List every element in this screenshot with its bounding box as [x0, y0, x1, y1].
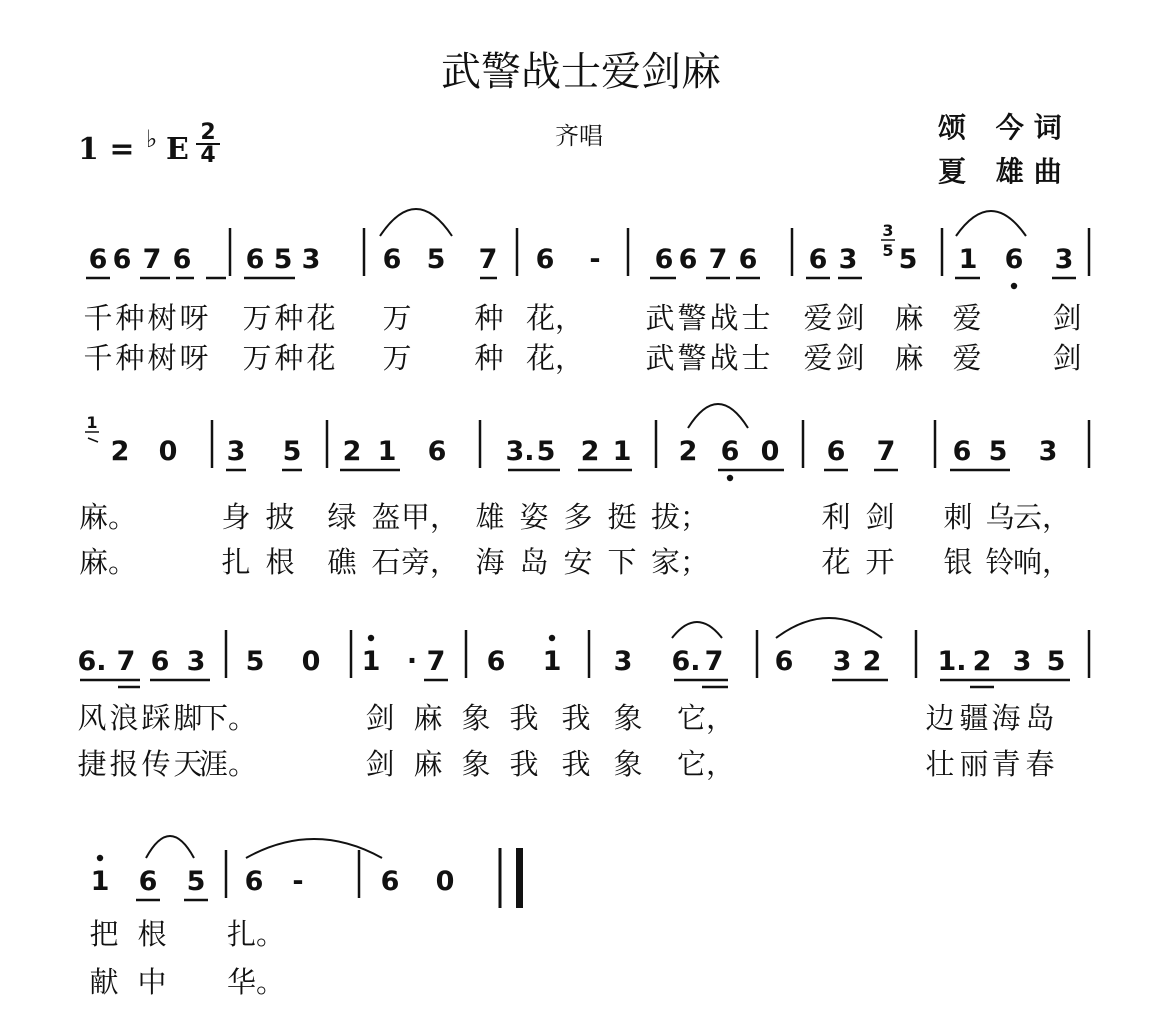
lyric-verse-1: 麻 [413, 701, 443, 735]
lyric-verse-2: 它， [676, 747, 736, 781]
grace-note-top: 3 [882, 221, 894, 240]
note: 2 [110, 436, 130, 467]
note: 6 [380, 866, 400, 897]
lyric-verse-1: 呀 [179, 301, 209, 335]
lyric-verse-2: 万 [242, 341, 272, 375]
lyric-verse-2: 扎 [221, 545, 251, 579]
lyric-verse-1: 麻 [894, 301, 924, 335]
lyric-verse-2: 万 [382, 341, 412, 375]
note: 3 [1038, 436, 1058, 467]
key-letter: E [166, 132, 189, 167]
lyric-verse-2: 铃 [985, 545, 1015, 579]
lyric-verse-2: 剑 [835, 341, 865, 375]
note: 6 [138, 866, 158, 897]
lyric-verse-2: 安 [563, 545, 593, 579]
lyric-verse-1: 花 [306, 301, 336, 335]
lyric-verse-2: 警 [677, 341, 707, 375]
note: 5 [245, 646, 265, 677]
note: 2 [580, 436, 600, 467]
lyric-verse-1: 象 [461, 701, 491, 735]
lyric-verse-1: 云， [1012, 500, 1072, 534]
note: - [589, 244, 601, 275]
lyric-verse-2: 报 [109, 747, 139, 781]
lyric-verse-2: 壮 [925, 747, 955, 781]
lyric-verse-1: 树 [147, 301, 177, 335]
lyric-verse-1: 剑 [365, 701, 395, 735]
lyric-verse-1: 爱 [803, 301, 833, 335]
low-octave-dot [727, 475, 733, 481]
lyric-verse-1: 千 [83, 301, 113, 335]
note: 7 [704, 646, 724, 677]
note: 1 [90, 866, 110, 897]
lyric-verse-1: 武 [645, 301, 675, 335]
lyric-verse-2: 传 [141, 747, 171, 781]
slur [688, 404, 748, 428]
note: 6 [486, 646, 506, 677]
lyric-verse-1: 万 [382, 301, 412, 335]
lyric-verse-1: 剑 [865, 500, 895, 534]
high-octave-dot [549, 635, 555, 641]
lyric-verse-1: 多 [563, 500, 593, 534]
lyric-verse-1: 花， [525, 301, 585, 335]
note: 6 [112, 244, 132, 275]
lyric-verse-1: 剑 [1052, 301, 1082, 335]
note: 1 [542, 646, 562, 677]
lyric-verse-2: 树 [147, 341, 177, 375]
note: 1 [612, 436, 632, 467]
lyric-verse-1: 风 [77, 701, 107, 735]
note: 6. [77, 646, 107, 677]
note: 5 [1046, 646, 1066, 677]
note: 0 [301, 646, 321, 677]
lyric-verse-2: 花， [525, 341, 585, 375]
lyric-verse-2: 麻 [894, 341, 924, 375]
lyric-verse-2: 麻 [413, 747, 443, 781]
note: 5 [898, 244, 918, 275]
flat-symbol: ♭ [146, 124, 158, 153]
lyric-verse-1: 甲， [400, 500, 460, 534]
lyric-verse-1: 根 [137, 917, 167, 951]
lyric-verse-1: 绿 [327, 500, 357, 534]
lyric-verse-2: 我 [509, 747, 539, 781]
time-numerator: 2 [200, 120, 216, 145]
song-title: 武警战士爱剑麻 [441, 49, 721, 95]
lyric-verse-2: 爱 [952, 341, 982, 375]
lyric-verse-1: 下。 [198, 701, 258, 735]
lyric-verse-2: 旁， [400, 545, 460, 579]
note: 6 [535, 244, 555, 275]
note: 6 [244, 866, 264, 897]
note: 7 [142, 244, 162, 275]
note: · [406, 646, 418, 677]
lyric-verse-2: 种 [274, 341, 304, 375]
lyric-verse-2: 剑 [365, 747, 395, 781]
slur [146, 836, 194, 858]
lyric-verse-1: 我 [561, 701, 591, 735]
note: 6 [952, 436, 972, 467]
lyric-verse-1: 利 [821, 500, 851, 534]
lyric-verse-2: 花 [821, 545, 851, 579]
note: 6 [172, 244, 192, 275]
lyric-verse-2: 麻。 [78, 545, 138, 579]
lyric-verse-2: 银 [943, 545, 973, 579]
lyric-verse-1: 我 [509, 701, 539, 735]
final-barline-thick [516, 848, 523, 908]
lyric-verse-2: 捷 [77, 747, 107, 781]
note: 2 [972, 646, 992, 677]
note: 6 [1004, 244, 1024, 275]
lyric-verse-1: 把 [89, 917, 119, 951]
lyric-verse-2: 石 [371, 545, 401, 579]
lyric-verse-2: 华。 [226, 965, 286, 999]
lyric-verse-2: 响， [1012, 545, 1072, 579]
slur [776, 618, 882, 638]
lyric-verse-1: 边 [925, 701, 955, 735]
lyric-verse-1: 海 [991, 701, 1021, 735]
note: 7 [708, 244, 728, 275]
lyric-verse-1: 披 [265, 500, 295, 534]
lyric-verse-1: 种 [474, 301, 504, 335]
note: 5 [426, 244, 446, 275]
note: 7 [426, 646, 446, 677]
grace-note-bottom: 5 [882, 241, 894, 260]
note: 7 [478, 244, 498, 275]
performance-style: 齐唱 [555, 122, 603, 150]
note: 1 [958, 244, 978, 275]
lyric-verse-2: 剑 [1052, 341, 1082, 375]
lyric-verse-2: 丽 [959, 747, 989, 781]
note: 0 [760, 436, 780, 467]
lyric-verse-1: 刺 [943, 500, 973, 534]
lyric-verse-1: 脚 [173, 701, 203, 735]
high-octave-dot [97, 855, 103, 861]
note: 1 [377, 436, 397, 467]
lyric-verse-1: 雄 [475, 500, 505, 534]
note: 5 [186, 866, 206, 897]
note: 3 [301, 244, 321, 275]
note: 5 [273, 244, 293, 275]
lyric-verse-2: 象 [461, 747, 491, 781]
lyric-verse-2: 千 [83, 341, 113, 375]
lyric-verse-1: 麻。 [78, 500, 138, 534]
slur [956, 211, 1026, 236]
note: 3 [613, 646, 633, 677]
note: 6 [808, 244, 828, 275]
note: 0 [435, 866, 455, 897]
lyric-verse-2: 士 [741, 341, 771, 375]
lyric-verse-1: 战 [709, 301, 739, 335]
note: 3 [832, 646, 852, 677]
note: 3 [838, 244, 858, 275]
note: 5 [282, 436, 302, 467]
lyric-verse-2: 献 [89, 965, 119, 999]
slur [380, 209, 452, 236]
note: 6 [774, 646, 794, 677]
note: 6 [427, 436, 447, 467]
lyric-verse-2: 象 [613, 747, 643, 781]
lyric-verse-1: 警 [677, 301, 707, 335]
note: 6 [245, 244, 265, 275]
slur [246, 839, 382, 858]
lyric-verse-1: 拔； [650, 500, 710, 534]
lyric-verse-2: 岛 [519, 545, 549, 579]
note: 6 [826, 436, 846, 467]
slur [672, 622, 722, 638]
high-octave-dot [368, 635, 374, 641]
lyric-verse-2: 我 [561, 747, 591, 781]
lyric-verse-2: 下 [607, 545, 637, 579]
lyric-verse-1: 种 [274, 301, 304, 335]
note: 3 [186, 646, 206, 677]
note: 2 [862, 646, 882, 677]
lyric-verse-2: 家； [650, 545, 710, 579]
lyric-verse-1: 剑 [835, 301, 865, 335]
lyric-verse-1: 姿 [519, 500, 549, 534]
note: 6. [671, 646, 701, 677]
lyric-verse-2: 呀 [179, 341, 209, 375]
note: 6 [738, 244, 758, 275]
lyric-verse-2: 中 [137, 965, 167, 999]
note: 6 [720, 436, 740, 467]
note: 1. [937, 646, 967, 677]
note: 2 [678, 436, 698, 467]
lyric-verse-2: 天 [173, 747, 203, 781]
lyric-verse-1: 挺 [607, 500, 637, 534]
note: 6 [654, 244, 674, 275]
grace-tail [88, 438, 98, 442]
note: 6 [150, 646, 170, 677]
note: 6 [382, 244, 402, 275]
lyric-verse-1: 象 [613, 701, 643, 735]
lyric-verse-2: 战 [709, 341, 739, 375]
lyric-verse-1: 浪 [109, 701, 139, 735]
time-denominator: 4 [200, 143, 216, 168]
lyric-verse-1: 士 [741, 301, 771, 335]
grace-note-top: 1 [86, 413, 98, 432]
lyric-verse-2: 根 [265, 545, 295, 579]
lyric-verse-1: 身 [221, 500, 251, 534]
lyric-verse-2: 礁 [327, 545, 357, 579]
lyric-verse-1: 爱 [952, 301, 982, 335]
lyric-verse-2: 爱 [803, 341, 833, 375]
note: 3. [505, 436, 535, 467]
low-octave-dot [1011, 283, 1017, 289]
note: - [292, 866, 304, 897]
note: 0 [158, 436, 178, 467]
note: 3 [1054, 244, 1074, 275]
note: 2 [342, 436, 362, 467]
note: 5 [988, 436, 1008, 467]
note: 5 [536, 436, 556, 467]
lyric-verse-2: 涯。 [198, 747, 258, 781]
note: 1 [361, 646, 381, 677]
lyric-verse-2: 种 [474, 341, 504, 375]
lyricist-credit: 颂 今词 [938, 111, 1072, 144]
lyric-verse-2: 开 [865, 545, 895, 579]
lyric-verse-1: 踩 [141, 701, 171, 735]
note: 6 [88, 244, 108, 275]
lyric-verse-2: 种 [115, 341, 145, 375]
lyric-verse-1: 乌 [985, 500, 1015, 534]
lyric-verse-2: 青 [991, 747, 1021, 781]
lyric-verse-1: 万 [242, 301, 272, 335]
lyric-verse-2: 花 [306, 341, 336, 375]
lyric-verse-1: 盔 [371, 500, 401, 534]
lyric-verse-1: 种 [115, 301, 145, 335]
lyric-verse-1: 岛 [1025, 701, 1055, 735]
lyric-verse-1: 扎。 [226, 917, 286, 951]
note: 3 [1012, 646, 1032, 677]
lyric-verse-2: 武 [645, 341, 675, 375]
lyric-verse-1: 它， [676, 701, 736, 735]
note: 6 [678, 244, 698, 275]
composer-credit: 夏 雄曲 [938, 155, 1072, 188]
key-prefix: 1 = [78, 132, 135, 167]
lyric-verse-2: 海 [475, 545, 505, 579]
lyric-verse-2: 春 [1025, 747, 1055, 781]
note: 3 [226, 436, 246, 467]
lyric-verse-1: 疆 [959, 701, 989, 735]
note: 7 [876, 436, 896, 467]
note: 7 [116, 646, 136, 677]
